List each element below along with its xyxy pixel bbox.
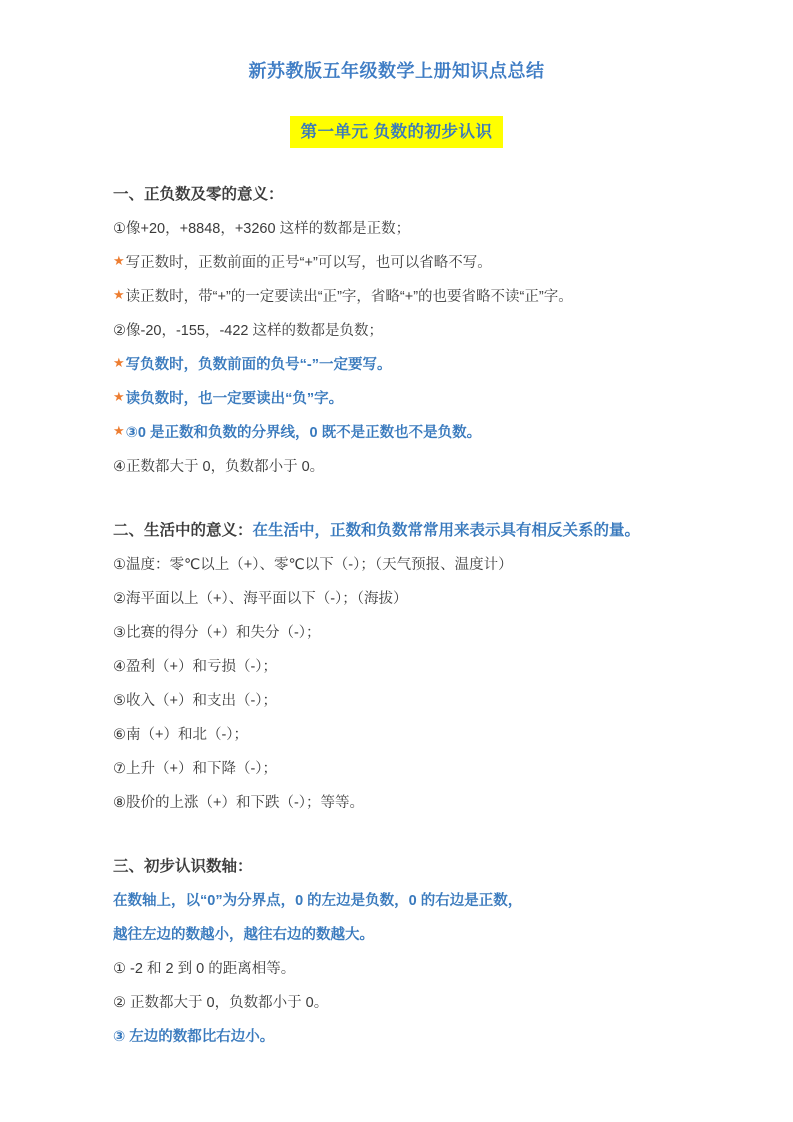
text-line [113, 346, 683, 380]
line-text: ①温度：零℃以上（+）、零℃以下（-）；（天气预报、温度计） [113, 556, 513, 573]
text-line [113, 414, 683, 448]
document-body [113, 176, 683, 1052]
line-text: ②海平面以上（+）、海平面以下（-）；（海拔） [113, 590, 408, 607]
line-text: ② 正数都大于 0，负数都小于 0。 [113, 994, 329, 1011]
line-text: ⑧股价的上涨（+）和下跌（-）；等等。 [113, 794, 365, 811]
line-text: ① -2 和 2 到 0 的距离相等。 [113, 960, 296, 977]
line-text: ④盈利（+）和亏损（-）； [113, 658, 278, 675]
star-bullet-icon: ★ [113, 253, 125, 268]
line-text: ①像+20，+8848，+3260 这样的数都是正数； [113, 220, 411, 237]
line-text: ③ 左边的数都比右边小。 [113, 1028, 275, 1045]
text-line [113, 580, 683, 614]
line-text: ⑥南（+）和北（-）； [113, 726, 249, 743]
line-text: 读负数时，也一定要读出“负”字。 [125, 390, 344, 407]
line-text: 写正数时，正数前面的正号“+”可以写，也可以省略不写。 [125, 254, 492, 271]
page-title: 新苏教版五年级数学上册知识点总结 [248, 61, 545, 81]
text-line [113, 750, 683, 784]
star-bullet-icon: ★ [113, 355, 125, 370]
section-heading [113, 512, 683, 546]
line-text: ③0 是正数和负数的分界线，0 既不是正数也不是负数。 [125, 424, 482, 441]
text-line [113, 648, 683, 682]
line-text: ⑤收入（+）和支出（-）； [113, 692, 278, 709]
unit-heading-highlighted: 第一单元 负数的初步认识 [290, 116, 502, 148]
text-line [113, 614, 683, 648]
unit-heading-row [0, 116, 793, 148]
text-line [113, 682, 683, 716]
section-heading [113, 176, 683, 210]
text-line [113, 380, 683, 414]
line-text: ②像-20，-155，-422 这样的数都是负数； [113, 322, 384, 339]
text-line [113, 984, 683, 1018]
line-text: 在数轴上，以“0”为分界点，0 的左边是负数，0 的右边是正数， [113, 892, 523, 909]
section-heading [113, 848, 683, 882]
line-text: 读正数时，带“+”的一定要读出“正”字，省略“+”的也要省略不读“正”字。 [125, 288, 573, 305]
section-heading-suffix: 在生活中，正数和负数常常用来表示具有相反关系的量。 [252, 522, 641, 539]
text-line [113, 882, 683, 916]
text-line [113, 716, 683, 750]
line-text: ⑦上升（+）和下降（-）； [113, 760, 278, 777]
section-heading-text: 一、正负数及零的意义： [113, 186, 284, 203]
text-line [113, 950, 683, 984]
text-line [113, 278, 683, 312]
line-text: 越往左边的数越小，越往右边的数越大。 [113, 926, 374, 943]
text-line [113, 210, 683, 244]
line-text: ④正数都大于 0，负数都小于 0。 [113, 458, 325, 475]
line-text: 写负数时，负数前面的负号“-”一定要写。 [125, 356, 392, 373]
text-line [113, 784, 683, 818]
star-bullet-icon: ★ [113, 423, 125, 438]
text-line [113, 448, 683, 482]
section-number-line [113, 848, 683, 1052]
star-bullet-icon: ★ [113, 389, 125, 404]
section-positive-negative-meaning [113, 176, 683, 482]
star-bullet-icon: ★ [113, 287, 125, 302]
text-line [113, 1018, 683, 1052]
text-line [113, 546, 683, 580]
line-text: ③比赛的得分（+）和失分（-）； [113, 624, 321, 641]
text-line [113, 916, 683, 950]
section-heading-text: 二、生活中的意义： [113, 522, 253, 539]
section-meaning-in-life [113, 512, 683, 818]
section-heading-text: 三、初步认识数轴： [113, 858, 253, 875]
text-line [113, 312, 683, 346]
text-line [113, 244, 683, 278]
